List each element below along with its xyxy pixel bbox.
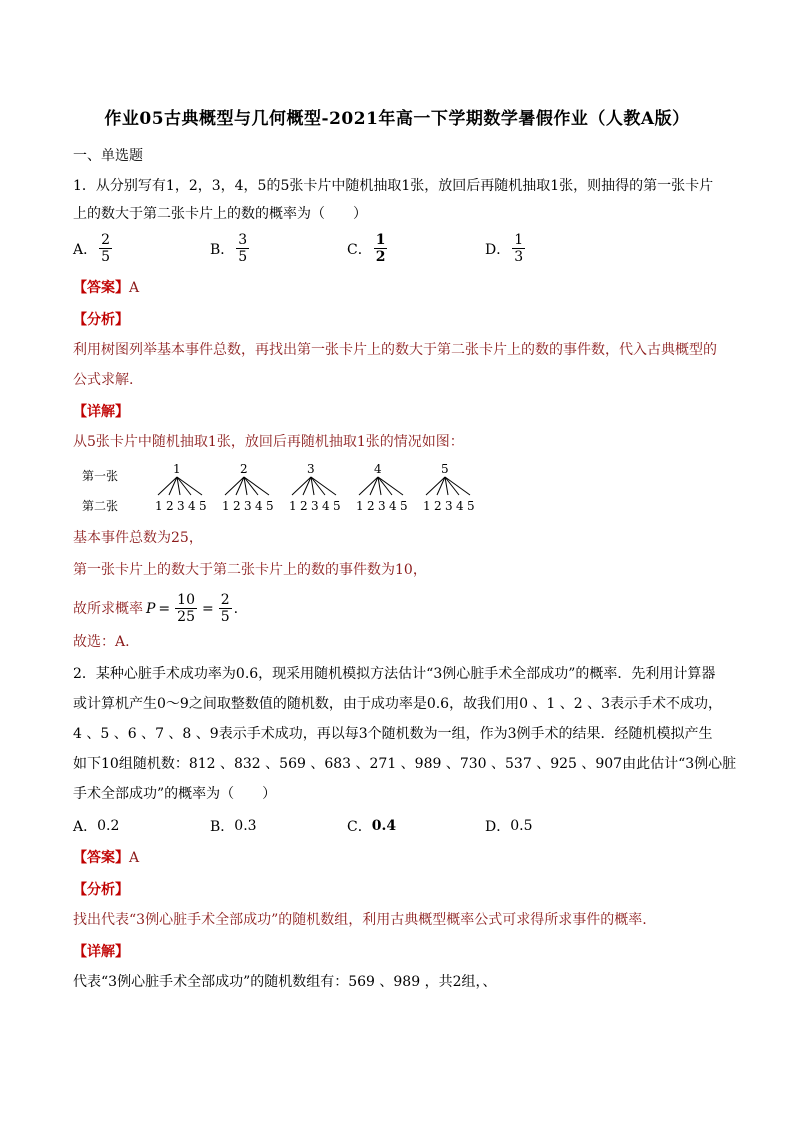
option-fraction [512, 232, 525, 265]
tree-leaf-node: 3 [177, 499, 185, 513]
q2-analysis-tag [73, 880, 733, 900]
tree-leaf-node: 4 [188, 499, 196, 513]
tree-branch [169, 477, 177, 495]
answer-tag: 【答案】 [73, 850, 129, 866]
tree-leaf-node: 1 [222, 499, 230, 513]
tree-row1-label: 第一张 [82, 469, 119, 483]
tree-leaf-node: 5 [266, 499, 274, 513]
fraction-numerator: 3 [238, 232, 248, 248]
analysis-tag: 【分析】 [73, 882, 129, 898]
option-fraction [374, 232, 388, 265]
tree-leaf-node: 4 [322, 499, 330, 513]
tree-branch [437, 477, 445, 495]
detail-prefix: 故所求概率 [73, 600, 143, 617]
tree-root-node: 2 [240, 462, 248, 476]
option-value: 0.5 [510, 818, 533, 834]
tree-root-node: 5 [441, 462, 449, 476]
q1-analysis-tag [73, 310, 733, 330]
tree-leaf-node: 2 [434, 499, 442, 513]
detail-tag: 【详解】 [73, 404, 129, 420]
q2-detail-tag [73, 942, 733, 962]
tree-leaf-node: 2 [166, 499, 174, 513]
q1-detail-line5: 故选：A. [73, 634, 130, 650]
q1-detail-line3: 第一张卡片上的数大于第二张卡片上的数的事件数为10， [73, 562, 427, 578]
tree-leaf-node: 4 [456, 499, 464, 513]
option-letter: B． [210, 241, 235, 258]
option-fraction [99, 232, 112, 265]
equals-sign: = [201, 600, 214, 617]
option-fraction [236, 232, 249, 265]
option-letter: D． [485, 819, 511, 835]
option-value: 0.2 [97, 818, 120, 834]
tree-root-node: 3 [307, 462, 315, 476]
option-letter: C． [347, 819, 372, 835]
q2-option-a [73, 816, 119, 836]
tree-branch [303, 477, 311, 495]
tree-leaf-node: 3 [445, 499, 453, 513]
q1-option-a [73, 232, 114, 265]
fraction-denominator: 25 [177, 609, 195, 625]
document-title: 作业05古典概型与几何概型-2021年高一下学期数学暑假作业（人教A版） [104, 109, 690, 129]
equals-sign: = [158, 600, 171, 617]
q2-analysis-line1: 找出代表“3例心脏手术全部成功”的随机数组，利用古典概型概率公式可求得所求事件的概率. [73, 912, 647, 928]
answer-value: A [129, 850, 140, 866]
option-letter: A． [73, 241, 98, 258]
tree-leaf-node: 5 [467, 499, 475, 513]
tree-leaf-node: 5 [400, 499, 408, 513]
q2-option-c [347, 816, 396, 836]
tree-row2-label: 第二张 [82, 499, 119, 513]
tree-branch [158, 477, 177, 495]
q1-option-d [485, 232, 527, 265]
fraction-denominator: 5 [220, 609, 230, 625]
q1-option-b [210, 232, 251, 265]
tree-leaf-node: 1 [155, 499, 163, 513]
tree-leaf-node: 2 [367, 499, 375, 513]
tree-leaf-node: 2 [300, 499, 308, 513]
tree-leaf-node: 1 [423, 499, 431, 513]
fraction-denominator: 2 [375, 249, 386, 265]
tree-branch [236, 477, 244, 495]
probability-symbol: P [146, 600, 156, 617]
q2-detail-line1: 代表“3例心脏手术全部成功”的随机数组有：569 、989 ，共2组，、 [73, 974, 497, 990]
q1-option-c [347, 232, 389, 265]
tree-root-node: 4 [374, 462, 382, 476]
tree-leaf-node: 4 [255, 499, 263, 513]
fraction-denominator: 5 [101, 249, 111, 265]
fraction-denominator: 3 [514, 249, 524, 265]
period: . [233, 600, 239, 617]
q1-detail-line1: 从5张卡片中随机抽取1张，放回后再随机抽取1张的情况如图： [73, 434, 464, 450]
option-value: 0.3 [234, 818, 257, 834]
tree-leaf-node: 5 [199, 499, 207, 513]
q2-option-b [210, 816, 257, 836]
tree-branch [359, 477, 378, 495]
fraction-numerator: 1 [514, 232, 524, 248]
fraction-numerator: 2 [220, 592, 230, 608]
q2-answer [73, 848, 733, 868]
tree-root-node: 1 [173, 462, 181, 476]
option-letter: A． [73, 819, 98, 835]
q2-stem-line4: 如下10组随机数：812 、832 、569 、683 、271 、989 、730 、537 、925 、907由此估计“3例心脏 [73, 756, 737, 772]
tree-leaf-node: 4 [389, 499, 397, 513]
answer-tag: 【答案】 [73, 280, 129, 296]
tree-branch [426, 477, 445, 495]
fraction-numerator: 10 [177, 592, 195, 608]
option-value: 0.4 [371, 818, 397, 834]
q1-detail-tag [73, 402, 733, 422]
option-letter: B． [210, 819, 235, 835]
tree-leaf-node: 1 [356, 499, 364, 513]
analysis-tag: 【分析】 [73, 312, 129, 328]
q2-stem-line2: 或计算机产生0～9之间取整数值的随机数，由于成功率是0.6，故我们用0 、1 、2 、3表示手术不成功， [73, 696, 723, 712]
fraction-numerator: 1 [375, 232, 386, 248]
q1-stem-line1: 1．从分别写有1，2，3，4，5的5张卡片中随机抽取1张，放回后再随机抽取1张，则抽得的第一张卡片 [73, 178, 714, 194]
option-letter: C． [347, 241, 372, 258]
q1-analysis-line1: 利用树图列举基本事件总数，再找出第一张卡片上的数大于第二张卡片上的数的事件数，代入古典概型的 [73, 342, 717, 358]
q1-detail-line2: 基本事件总数为25， [73, 530, 203, 546]
q2-stem-line1: 2．某种心脏手术成功率为0.6，现采用随机模拟方法估计“3例心脏手术全部成功”的概率．先利用计算器 [73, 666, 716, 682]
result-fraction-1 [175, 592, 197, 625]
q2-stem-line3: 4 、5 、6 、7 、8 、9表示手术成功，再以每3个随机数为一组，作为3例手术的结果．经随机模拟产生 [73, 726, 713, 742]
tree-leaf-node: 5 [333, 499, 341, 513]
tree-branch [225, 477, 244, 495]
tree-groups [155, 462, 475, 513]
option-letter: D． [485, 241, 511, 258]
tree-diagram [80, 462, 500, 518]
tree-branch [292, 477, 311, 495]
q1-stem-line2: 上的数大于第二张卡片上的数的概率为（ ） [73, 206, 367, 222]
tree-leaf-node: 3 [311, 499, 319, 513]
q1-answer [73, 278, 733, 298]
q2-option-d [485, 816, 533, 836]
detail-tag: 【详解】 [73, 944, 129, 960]
q1-analysis-line2: 公式求解. [73, 372, 134, 388]
tree-leaf-node: 2 [233, 499, 241, 513]
tree-leaf-node: 1 [289, 499, 297, 513]
answer-value: A [129, 280, 140, 296]
result-fraction-2 [219, 592, 232, 625]
q1-detail-line4 [73, 592, 733, 625]
q2-stem-line5: 手术全部成功”的概率为（ ） [73, 786, 277, 802]
tree-leaf-node: 3 [378, 499, 386, 513]
section-heading: 一、单选题 [73, 148, 143, 164]
fraction-numerator: 2 [101, 232, 111, 248]
tree-leaf-node: 3 [244, 499, 252, 513]
tree-branch [370, 477, 378, 495]
fraction-denominator: 5 [238, 249, 248, 265]
